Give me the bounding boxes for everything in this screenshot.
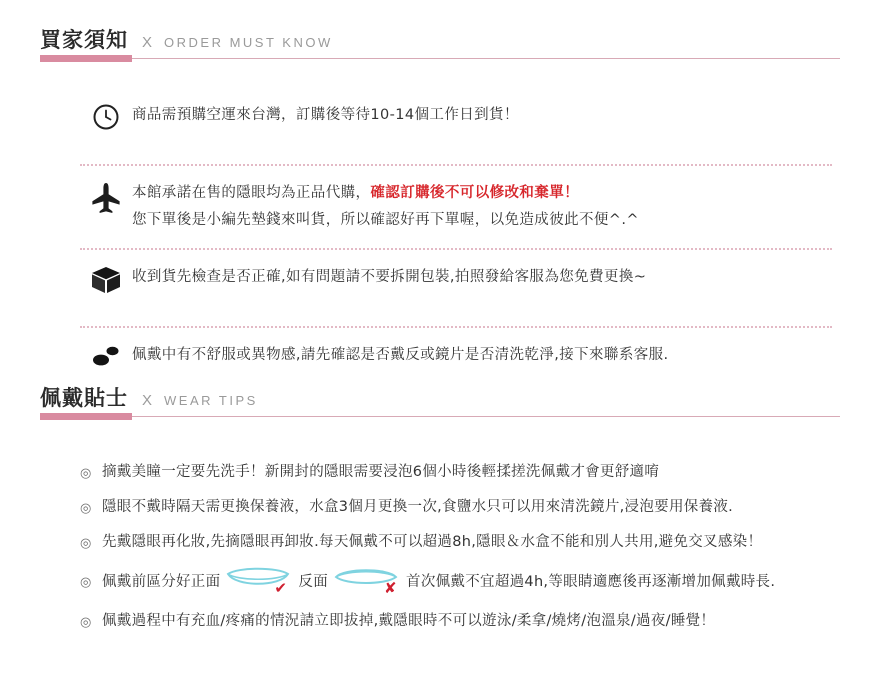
section-title-en: ORDER MUST KNOW xyxy=(164,35,333,50)
tip-text: 先戴隱眼再化妝,先摘隱眼再卸妝.每天佩戴不可以超過8h,隱眼＆水盒不能和別人共用,避免交叉感染！ xyxy=(102,534,763,550)
section-accent-swatch-1 xyxy=(40,55,132,62)
section-title-cn: 買家須知 xyxy=(40,28,128,52)
section-separator-x: X xyxy=(142,392,153,409)
notice-line: 您下單後是小編先墊錢來叫貨，所以確認好再下單喔，以免造成彼此不便^.^ xyxy=(132,211,639,228)
notice-line: 商品需預購空運來台灣，訂購後等待10-14個工作日到貨！ xyxy=(132,107,519,123)
tip-text xyxy=(102,565,775,595)
section-rule-1 xyxy=(40,58,840,59)
notice-text xyxy=(132,180,840,234)
tip-bullet-icon: ◎ xyxy=(80,464,92,480)
airplane-icon xyxy=(80,180,132,214)
cross-icon: ✘ xyxy=(384,579,397,597)
notice-row xyxy=(80,250,840,326)
tip-text-middle: 反面 xyxy=(298,573,329,590)
lens-reversed-illustration xyxy=(330,565,404,595)
tip-row xyxy=(80,530,860,551)
section-header-order-must-know xyxy=(40,24,333,54)
section-title-en: WEAR TIPS xyxy=(164,393,258,408)
notice-line: 佩戴中有不舒服或異物感,請先確認是否戴反或鏡片是否清洗乾淨,接下來聯系客服. xyxy=(132,346,669,363)
clock-icon xyxy=(80,102,132,130)
tip-row xyxy=(80,495,860,516)
notice-row xyxy=(80,88,840,164)
notice-text xyxy=(132,342,840,369)
notice-list xyxy=(80,88,840,404)
tip-bullet-icon: ◎ xyxy=(80,499,92,515)
tips-list xyxy=(80,460,860,644)
tip-bullet-icon: ◎ xyxy=(80,574,92,589)
tip-bullet-icon: ◎ xyxy=(80,534,92,550)
notice-line xyxy=(132,180,840,207)
tip-text-before: 佩戴前區分好正面 xyxy=(102,573,221,590)
tip-text-after: 首次佩戴不宜超過4h,等眼睛適應後再逐漸增加佩戴時長. xyxy=(406,573,776,590)
section-accent-swatch-2 xyxy=(40,413,132,420)
section-rule-2 xyxy=(40,416,840,417)
tip-text: 隱眼不戴時隔天需更換保養液，水盒3個月更換一次,食鹽水只可以用來清洗鏡片,浸泡要用保養液. xyxy=(102,499,734,515)
tip-row xyxy=(80,609,860,630)
section-header-wear-tips xyxy=(40,382,258,412)
notice-text xyxy=(132,102,840,129)
tip-row xyxy=(80,460,860,481)
checkmark-icon: ✔ xyxy=(274,579,288,597)
notice-line-highlight: 確認訂購後不可以修改和棄單！ xyxy=(370,185,580,201)
notice-line: 收到貨先檢查是否正確,如有問題請不要拆開包裝,拍照發給客服為您免費更換~ xyxy=(132,268,647,285)
section-title-cn: 佩戴貼士 xyxy=(40,386,128,410)
notice-line-prefix: 本館承諾在售的隱眼均為正品代購， xyxy=(132,185,371,201)
tip-row-lens-orientation xyxy=(80,565,860,595)
section-separator-x: X xyxy=(142,34,153,51)
notice-row xyxy=(80,166,840,248)
tip-text: 摘戴美瞳一定要先洗手！新開封的隱眼需要浸泡6個小時後輕揉搓洗佩戴才會更舒適唷 xyxy=(102,464,660,480)
package-icon xyxy=(80,264,132,294)
tip-bullet-icon: ◎ xyxy=(80,613,92,629)
tip-text: 佩戴過程中有充血/疼痛的情況請立即拔掉,戴隱眼時不可以遊泳/柔拿/燒烤/泡溫泉/過夜/睡覺！ xyxy=(102,613,716,629)
notice-text xyxy=(132,264,840,291)
lens-correct-illustration xyxy=(222,565,296,595)
contact-lens-icon xyxy=(80,342,132,368)
